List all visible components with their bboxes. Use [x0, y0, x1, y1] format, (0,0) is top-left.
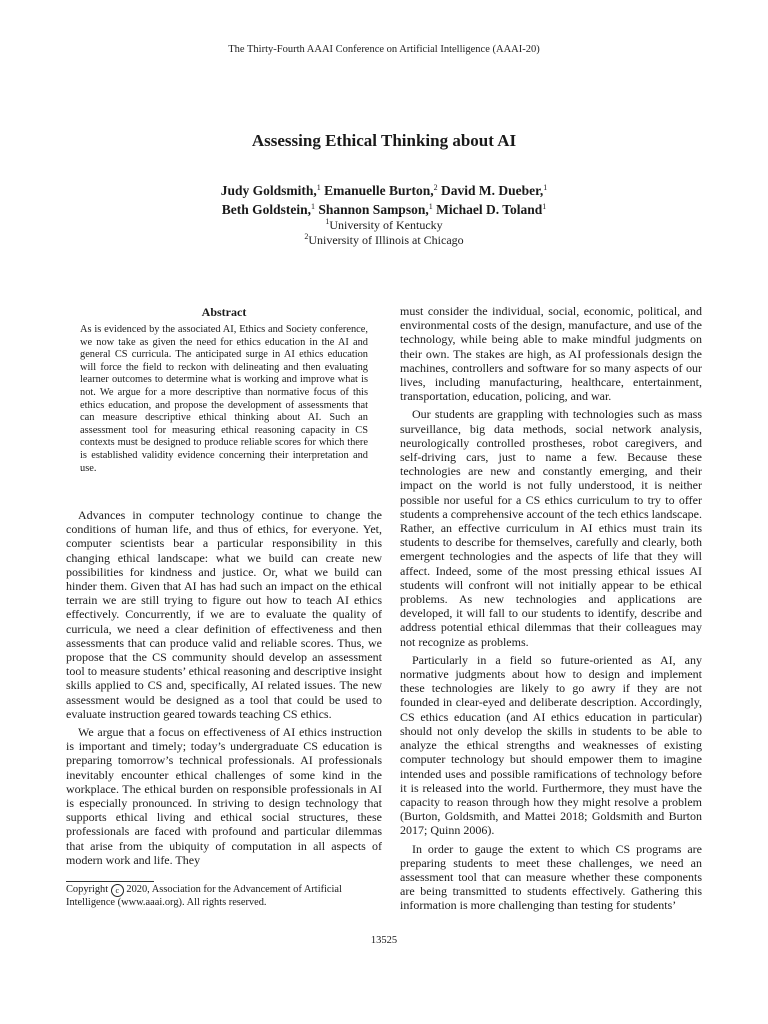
author-affil-mark: 2	[433, 183, 438, 192]
author-affil-mark: 1	[316, 183, 321, 192]
affiliation-list	[0, 218, 768, 248]
page-number: 13525	[370, 935, 398, 946]
author-affil-mark: 1	[542, 202, 547, 211]
conference-header: The Thirty-Fourth AAAI Conference on Artificial Intelligence (AAAI-20)	[228, 44, 540, 55]
author-line-1	[0, 181, 768, 200]
paper-title: Assessing Ethical Thinking about AI	[251, 131, 517, 150]
body-paragraph: must consider the individual, social, economic, political, and environmental costs of the design, manufacture, and use of the technology, while being able to make mindful judgments on their own. The stakes are high, as AI professionals design the machines, controllers and software for so many aspects of our lives, including manufacturing, healthcare, entertainment, transportation, education, policing, and war.	[400, 304, 702, 404]
copyright-footnote	[66, 884, 382, 910]
author-affil-mark: 1	[543, 183, 548, 192]
author-name: Michael D. Toland	[436, 202, 543, 217]
body-right-column	[400, 304, 702, 913]
body-paragraph: In order to gauge the extent to which CS programs are preparing students to meet these challenges, we need an assessment tool that can measure whether these components are being transmitted to students effectively. Gathering this information is more challenging than testing for students’	[400, 841, 702, 913]
author-affil-mark: 1	[428, 202, 433, 211]
author-name: Emanuelle Burton,	[324, 183, 434, 198]
body-paragraph: Particularly in a field so future-oriented as AI, any normative judgments about how to design and implement these technologies are likely to go awry if they are not founded in clear-eyed and deliberate description. Accordingly, CS ethics education (and AI ethics education in particular) should not only develop the skills in students to be able to analyze the ethical strengths and weaknesses of existing computer technology but should empower them to imagine intended uses and possible ramifications of technology before it is released into the world. Furthermore, they must have the capacity to reason through how they might resolve a problem (Burton, Goldsmith, and Mattei 2018; Goldsmith and Burton 2017; Quinn 2006).	[400, 652, 702, 838]
abstract-heading: Abstract	[201, 305, 247, 319]
author-name: Shannon Sampson,	[318, 202, 429, 217]
body-left-column	[66, 508, 382, 867]
author-list	[0, 181, 768, 219]
body-paragraph: We argue that a focus on effectiveness of AI ethics instruction is important and timely; today’s undergraduate CS education is preparing tomorrow’s technical professionals. AI professionals inevitably encounter ethical challenges of some kind in the workplace. The ethical burden on responsible professionals in AI is especially pronounced. In striving to design technology that supports ethical living and ethical social structures, these professionals are faced with profound and particular dilemmas that arise from the ubiquity of computation in all aspects of modern work and life. They	[66, 725, 382, 867]
abstract-text: As is evidenced by the associated AI, Ethics and Society conference, we now take as given the need for ethics education in the AI and general CS curricula. The anticipated surge in AI ethics education will force the field to reckon with delineating and then evaluating learner outcomes to determine what is working and improve what is not. We argue for a more descriptive than normative focus of this ethics education, and propose the development of assessments that can measure descriptive ethical thinking about AI. Such an assessment tool for measuring ethical reasoning capacity in CS contexts must be designed to produce reliable scores for which there is established validity evidence concerning their interpretation and use.	[80, 324, 368, 474]
affiliation-mark: 2	[304, 232, 309, 241]
copyright-prefix: Copyright	[66, 884, 109, 895]
affiliation-mark: 1	[325, 217, 330, 226]
author-name: David M. Dueber,	[441, 183, 544, 198]
affiliation	[0, 218, 768, 233]
author-name: Judy Goldsmith,	[220, 183, 317, 198]
author-affil-mark: 1	[311, 202, 316, 211]
copyright-icon: c	[111, 884, 124, 897]
copyright-text: 2020, Association for the Advancement of Artificial Intelligence (www.aaai.org). All rights reserved.	[66, 884, 342, 908]
affiliation-name: University of Kentucky	[329, 218, 443, 232]
footnote-rule	[66, 881, 154, 882]
affiliation	[0, 233, 768, 248]
author-line-2	[0, 200, 768, 219]
author-name: Beth Goldstein,	[221, 202, 312, 217]
affiliation-name: University of Illinois at Chicago	[308, 233, 464, 247]
body-paragraph: Our students are grappling with technologies such as mass surveillance, big data methods, social network analysis, neurologically controlled prostheses, robot caregivers, and self-driving cars, just to name a few. Because these technologies are new and constantly emerging, and their impact on the world is not fully understood, it is neither possible nor useful for a CS ethics curriculum to try to offer students a comprehensive account of the tech ethics landscape. Rather, an effective curriculum in AI ethics must train its students to describe for themselves, carefully and clearly, both emergent technologies and the aspects of life that they will affect. Indeed, some of the most pressing ethical issues AI students will confront will not initially appear to be ethical problems. As new technologies and applications are developed, it will fall to our students to identify, describe and address potential ethical dilemmas that their colleagues may not recognize as problems.	[400, 407, 702, 649]
body-paragraph: Advances in computer technology continue to change the conditions of human life, and thus of ethics, for everyone. Yet, computer scientists bear a particular responsibility in this changing ethical landscape: what we build can create new possibilities for kindness and justice. Or, what we build can hinder them. Given that AI has had such an impact on the ethical terrain we are still trying to figure out how to teach AI ethics effectively. Concurrently, if we are to evaluate the quality of curricula, we need a clear definition of effectiveness and then assessments that can produce valid and reliable scores. Thus, we propose that the CS community should develop an assessment tool to measure students’ ethical reasoning and descriptive insight skills applied to CS and, specifically, AI related issues. The new assessment would be designed as a tool that could be used to evaluate instruction geared towards teaching CS ethics.	[66, 508, 382, 721]
